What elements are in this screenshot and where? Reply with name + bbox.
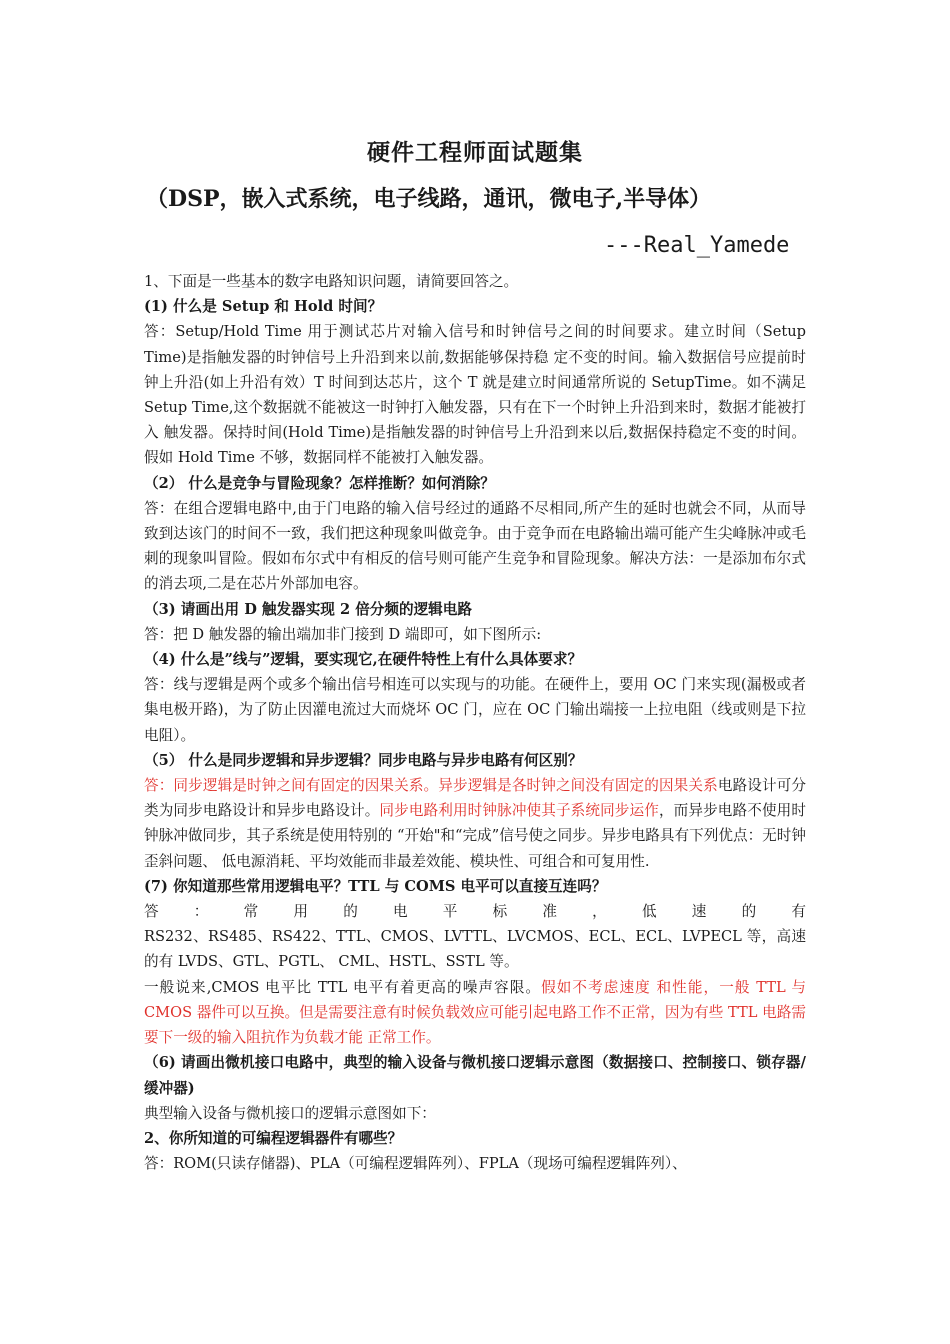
answer-7-note-black: 一般说来,CMOS 电平比 TTL 电平有着更高的噪声容限。 — [144, 978, 542, 996]
document-subtitle: （DSP，嵌入式系统，电子线路，通讯，微电子,半导体） — [146, 186, 712, 212]
question-2: （2） 什么是竞争与冒险现象？怎样推断？如何消除？ — [144, 474, 495, 492]
answer-4: 答：线与逻辑是两个或多个输出信号相连可以实现与的功能。在硬件上，要用 OC 门来实现(漏极或者集电极开路)，为了防止因灌电流过大而烧坏 OC 门，应在 OC 门输出端接一上拉电阻（线或则是下拉电阻）。 — [144, 676, 806, 744]
answer-5 — [144, 773, 806, 874]
answer-7-rest: RS232、RS485、RS422、TTL、CMOS、LVTTL、LVCMOS、ECL、ECL、LVPECL 等，高速的有 LVDS、GTL、PGTL、 CML、HSTL、SSTL 等。 — [144, 928, 806, 971]
answer-6: 典型输入设备与微机接口的逻辑示意图如下： — [144, 1104, 436, 1122]
answer-7-note-red: 假如不考虑速度 和性能，一般 TTL 与 CMOS 器件可以互换。但是需要注意有时候负载效应可能引起电路工作不正常，因为有些 TTL 电路需要下一级的输入阻抗作为负载才能 正常工作。 — [144, 978, 806, 1047]
question-4: （4) 什么是”线与”逻辑，要实现它,在硬件特性上有什么具体要求？ — [144, 651, 583, 669]
answer-7-note — [144, 975, 806, 1051]
answer-3: 答：把 D 触发器的输出端加非门接到 D 端即可，如下图所示: — [144, 625, 542, 643]
answer-5-black-part-1: 电路设计可分类为同步电路设计和异步电路设计。 — [144, 777, 806, 820]
answer-5-red-part-2: 同步电路利用时钟脉冲使其子系统同步运作 — [379, 802, 659, 820]
question-3: （3) 请画出用 D 触发器实现 2 倍分频的逻辑电路 — [144, 600, 472, 618]
document-body — [144, 269, 806, 1176]
document-author: ---Real_Yamede — [604, 233, 790, 258]
answer-7-line-1 — [144, 899, 806, 924]
section1-intro: 1、下面是一些基本的数字电路知识问题，请简要回答之。 — [144, 273, 519, 290]
question-5: （5） 什么是同步逻辑和异步逻辑？同步电路与异步电路有何区别？ — [144, 751, 583, 769]
answer-1: 答：Setup/Hold Time 用于测试芯片对输入信号和时钟信号之间的时间要求。建立时间（Setup Time)是指触发器的时钟信号上升沿到来以前,数据能够保持稳 定不变的时间。输入数据信号应提前时钟上升沿(如上升沿有效）T 时间到达芯片，这个 T 就是建立时间通常所说的 SetupTime。如不满足 Setup Time,这个数据就不能被这一时钟打入触发器，只有在下一个时钟上升沿到来时，数据才能被打入 触发器。保持时间(Hold Time)是指触发器的时钟信号上升沿到来以后,数据保持稳定不变的时间。假如 Hold Time 不够，数据同样不能被打入触发器。 — [144, 323, 806, 467]
section2-question: 2、你所知道的可编程逻辑器件有哪些？ — [144, 1129, 403, 1147]
answer-7-lead: 答 ： 常 用 的 电 平 标 准 ， 低 速 的 有 — [144, 903, 806, 921]
question-6: （6) 请画出微机接口电路中，典型的输入设备与微机接口逻辑示意图（数据接口、控制接口、锁存器/缓冲器) — [144, 1054, 806, 1097]
question-1: (1) 什么是 Setup 和 Hold 时间？ — [144, 298, 383, 316]
answer-5-red-part-1: 答：同步逻辑是时钟之间有固定的因果关系。异步逻辑是各时钟之间没有固定的因果关系 — [144, 777, 718, 795]
answer-2: 答：在组合逻辑电路中,由于门电路的输入信号经过的通路不尽相同,所产生的延时也就会不同，从而导致到达该门的时间不一致，我们把这种现象叫做竞争。由于竞争而在电路输出端可能产生尖峰脉冲或毛刺的现象叫冒险。假如布尔式中有相反的信号则可能产生竞争和冒险现象。解决方法：一是添加布尔式的消去项,二是在芯片外部加电容。 — [144, 499, 806, 593]
section2-answer: 答：ROM(只读存储器)、PLA（可编程逻辑阵列）、FPLA（现场可编程逻辑阵列）、 — [144, 1155, 687, 1173]
answer-5-black-part-2: ，而异步电路不使用时钟脉冲做同步，其子系统是使用特别的 “开始"和“完成”信号使之同步。异步电路具有下列优点：无时钟歪斜问题、 低电源消耗、平均效能而非最差效能、模块性、可组合和可复用性. — [144, 802, 806, 870]
question-7: (7) 你知道那些常用逻辑电平？TTL 与 COMS 电平可以直接互连吗？ — [144, 877, 607, 895]
document-title: 硬件工程师面试题集 — [367, 139, 583, 166]
